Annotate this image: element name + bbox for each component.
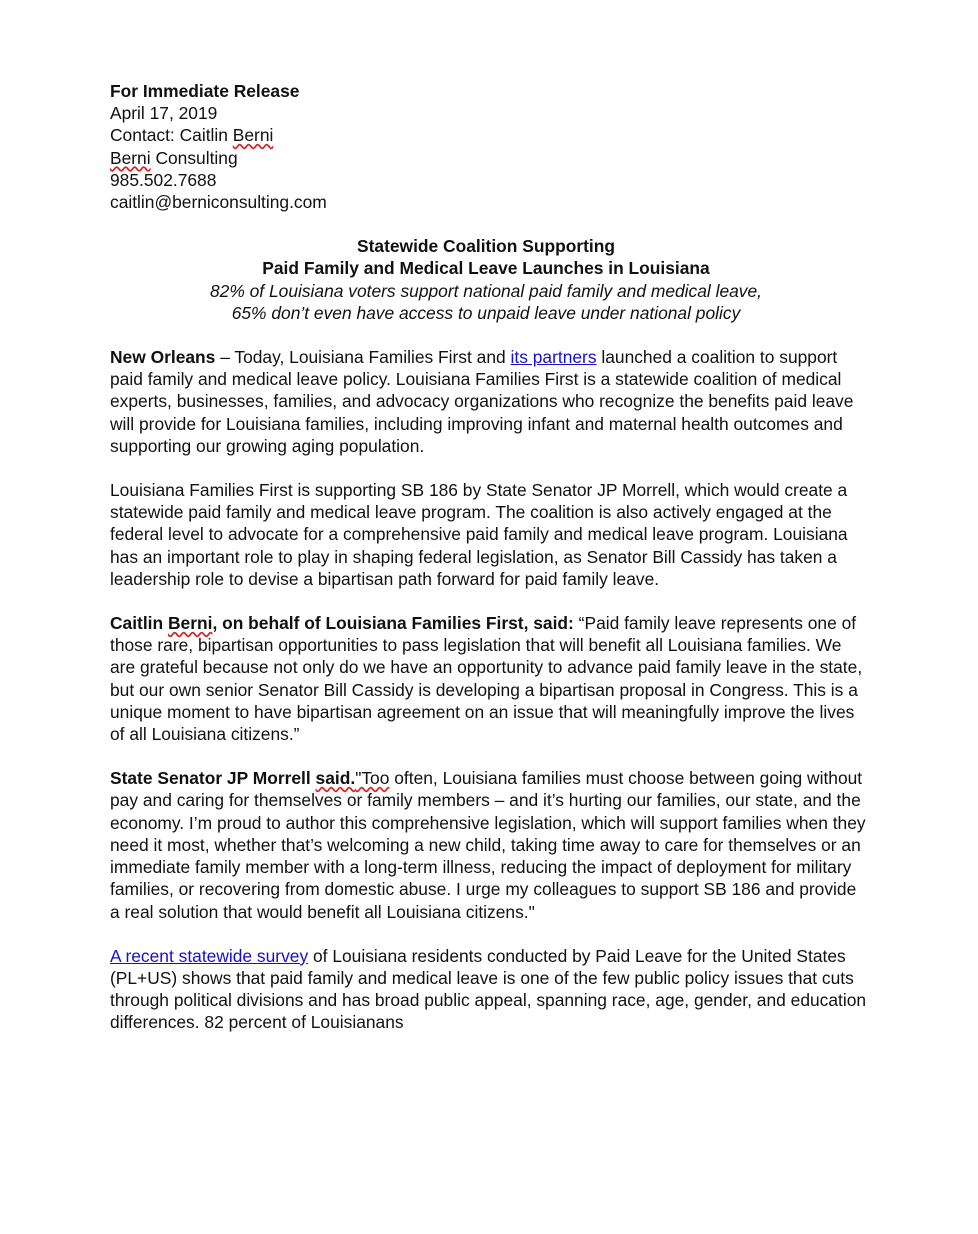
headline-line-2: Paid Family and Medical Leave Launches in Louisiana — [262, 258, 710, 279]
dateline: New Orleans — [110, 347, 216, 368]
release-header — [110, 80, 870, 213]
speaker-morrell: State Senator JP Morrell — [110, 768, 316, 789]
berni-quote: “Paid family leave represents one of those rare, bipartisan opportunities to pass legislation that will benefit all Louisiana families. We are grateful because not only do we have an opportunity to advance paid family leave in the state, but our own senior Senator Bill Cassidy is developing a bipartisan proposal in Congress. This is a unique moment to have bipartisan agreement on an issue that will meaningfully improve the lives of all Louisiana citizens.” — [110, 613, 863, 745]
company-line — [110, 147, 870, 169]
contact-phone: 985.502.7688 — [110, 169, 217, 190]
its-partners-link[interactable]: its partners — [510, 347, 597, 368]
contact-line — [110, 124, 870, 146]
press-release-page — [110, 80, 870, 1034]
speaker-berni-b: , on behalf of Louisiana Families First, said: — [212, 613, 574, 634]
paragraph-5 — [110, 945, 870, 1034]
paragraph-3 — [110, 612, 870, 745]
contact-prefix: Contact: Caitlin — [110, 125, 233, 146]
paragraph-4 — [110, 767, 870, 922]
paragraph-5-text: of Louisiana residents conducted by Paid Leave for the United States (PL+US) shows that paid family and medical leave is one of the few public policy issues that cuts through political divisions and has broad public appeal, spanning race, age, gender, and education differences. 82 percent of Louisianans — [110, 945, 867, 1033]
subheadline-line-2: 65% don’t even have access to unpaid leave under national policy — [231, 302, 741, 323]
morrell-quote: often, Louisiana families must choose between going without pay and caring for themselves or family members – and it’s hurting our families, our state, and the economy. I’m proud to author this comprehensive legislation, which will support families when they need it most, whether that’s welcoming a new child, taking time away to care for themselves or an immediate family member with a long-term illness, reducing the impact of deployment for military families, or recovering from domestic abuse. I urge my colleagues to support SB 186 and provide a real solution that would benefit all Louisiana citizens." — [110, 768, 866, 922]
company-name-a: Berni — [110, 147, 151, 168]
paragraph-1-text-b: launched a coalition to support paid family and medical leave policy. Louisiana Families First is a statewide coalition of medical experts, businesses, families, and advocacy organizations who recognize the benefits paid leave will provide for Louisiana families, including improving infant and maternal health outcomes and supporting our growing aging population. — [110, 347, 854, 456]
contact-surname: Berni — [232, 125, 274, 146]
company-name-b: Consulting — [150, 147, 238, 168]
subheadline-line-1: 82% of Louisiana voters support national paid family and medical leave, — [210, 280, 762, 301]
paragraph-2: Louisiana Families First is supporting SB 186 by State Senator JP Morrell, which would create a statewide paid family and medical leave program. The coalition is also actively engaged at the federal level to advocate for a comprehensive paid family and medical leave program. Louisiana has an important role to play in shaping federal legislation, as Senator Bill Cassidy has taken a leadership role to devise a bipartisan path forward for paid family leave. — [110, 480, 848, 589]
statewide-survey-link[interactable]: A recent statewide survey — [110, 945, 309, 966]
release-label: For Immediate Release — [110, 81, 300, 101]
headline-line-1: Statewide Coalition Supporting — [357, 236, 615, 257]
speaker-berni-a: Caitlin — [110, 613, 168, 634]
paragraph-1-text-a: – Today, Louisiana Families First and — [215, 347, 511, 368]
speaker-morrell-said: said. — [315, 768, 356, 789]
paragraph-1 — [110, 346, 870, 457]
speaker-berni — [110, 613, 574, 633]
release-date: April 17, 2019 — [110, 103, 218, 124]
speaker-berni-surname: Berni — [167, 613, 213, 634]
morrell-quote-open: "Too — [355, 768, 390, 789]
headline-block — [110, 235, 862, 324]
contact-email: caitlin@berniconsulting.com — [110, 192, 327, 213]
